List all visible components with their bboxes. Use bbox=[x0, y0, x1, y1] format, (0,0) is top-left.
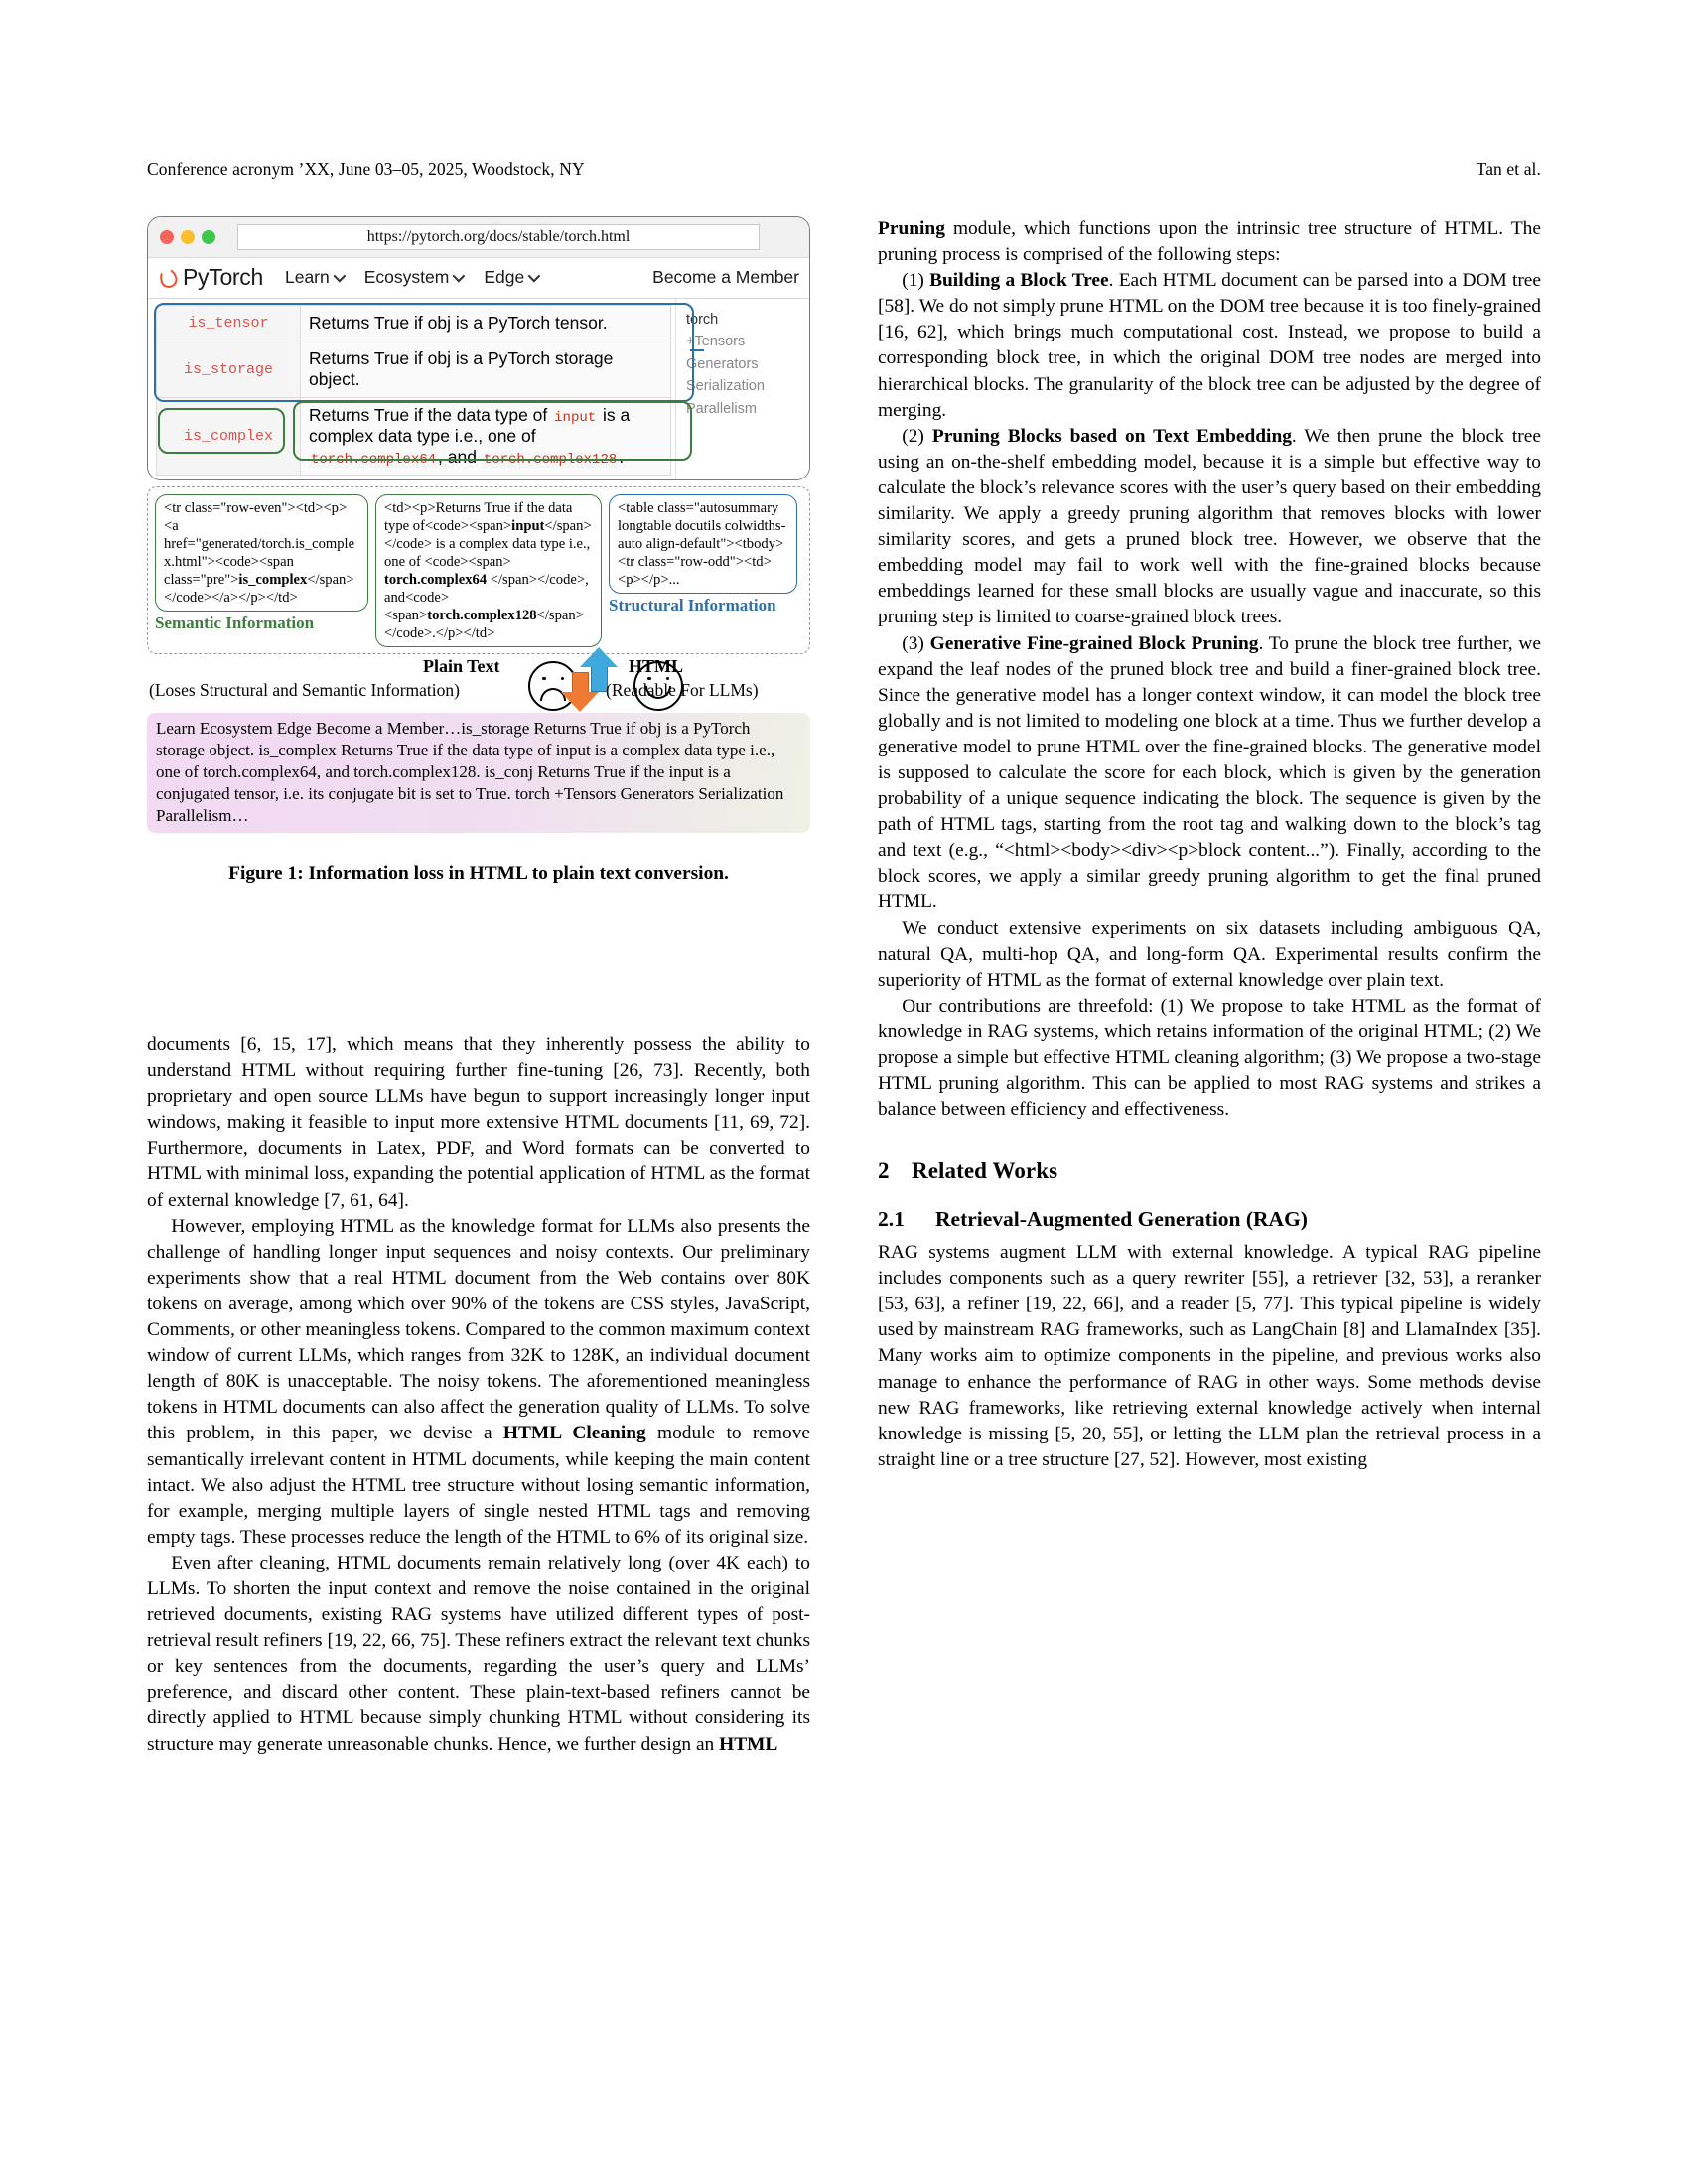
nav-item-learn[interactable] bbox=[285, 267, 343, 288]
comparison-row bbox=[147, 656, 810, 712]
middle-info-group bbox=[375, 494, 602, 647]
text-run: . To prune the block tree further, we expand the leaf nodes of the pruned block tree and build a finer-grained block tree. Since the generative model has a longer context window, it can model the block tree globally and is not limited to modeling one block at a time. Thus we further develop a generative model to prune HTML over the fine-grained blocks. The generative model is supposed to calculate the score for each block, which is given by the generation probability of a unique sequence indicating the block. The sequence is given by the path of HTML tags, starting from the root tag and walking down to the block’s tag and text (e.g., “<html><body><div><p>block content...”). Finally, according to the block scores, we apply a similar greedy pruning algorithm to get the final pruned HTML. bbox=[878, 632, 1541, 913]
api-name-cell[interactable]: is_storage bbox=[157, 341, 301, 398]
text-run: </span></code>.</p></td> bbox=[384, 607, 584, 641]
flame-icon bbox=[157, 265, 179, 289]
nav-label: Become a Member bbox=[652, 267, 799, 287]
browser-titlebar bbox=[148, 217, 809, 257]
desc-text: is a complex data type i.e., one of bbox=[309, 405, 631, 446]
sidebar-item-parallelism[interactable]: Parallelism bbox=[686, 400, 757, 417]
semantic-info-group bbox=[155, 494, 368, 647]
desc-text: , and bbox=[438, 447, 482, 467]
section-number: 2 bbox=[878, 1159, 890, 1184]
text-run: <tr class="row-even"><td><p><a href="generated/torch.is_complex.html"><code><span class="pre"> bbox=[164, 500, 355, 588]
pytorch-logo bbox=[160, 264, 263, 291]
section-heading bbox=[878, 1157, 1541, 1187]
paragraph bbox=[878, 268, 1541, 424]
running-head bbox=[147, 159, 1541, 180]
api-name-cell[interactable]: is_complex bbox=[157, 398, 301, 476]
browser-mockup bbox=[147, 216, 810, 480]
text-run: However, employing HTML as the knowledge format for LLMs also presents the challenge of handling longer input sequences and noisy contexts. Our preliminary experiments show that a real HTML document from the Web contains over 80K tokens on average, among which over 90% of the tokens are CSS styles, JavaScript, Comments, or other meaningless tokens. Compared to the common maximum context window of current LLMs, which ranges from 32K to 128K, an individual document length of 80K is unacceptable. The noisy tokens. The aforementioned meaningless tokens in HTML documents can also affect the generation quality of LLMs. To solve this problem, in this paper, we devise a bbox=[147, 1215, 810, 1444]
docs-sidebar bbox=[675, 299, 809, 479]
paragraph bbox=[878, 424, 1541, 631]
table-row bbox=[157, 341, 671, 398]
text-run: Even after cleaning, HTML documents remain relatively long (over 4K each) to LLMs. To shorten the input context and remove the noise contained in the original retrieved documents, existing RAG systems have utilized different types of post-retrieval result refiners [19, 22, 66, 75]. These refiners extract the relevant text chunks or key sentences from the documents, regarding the user’s query and LLMs’ preference, and discard other content. These plain-text-based refiners cannot be directly applied to HTML because simply chunking HTML without considering its structure may generate unreasonable chunks. Hence, we further design an bbox=[147, 1552, 810, 1755]
paragraph bbox=[878, 216, 1541, 268]
html-label: HTML bbox=[629, 655, 684, 676]
text-run: RAG systems augment LLM with external knowledge. A typical RAG pipeline includes components such as a query rewriter [55], a retriever [32, 53], a reranker [53, 63], a refiner [19, 22, 66], and a reader [5, 77]. This typical pipeline is widely used by mainstream RAG frameworks, such as LangChain [8] and LlamaIndex [35]. Many works aim to optimize components in the pipeline, and previous works also manage to enhance the performance of RAG in other ways. Some methods devise new RAG frameworks, like retrieving external knowledge actively when internal knowledge is missing [5, 20, 55], or letting the LLM plan the retrieval process in a straight line or a tree structure [27, 52]. However, most existing bbox=[878, 1242, 1541, 1470]
api-table-wrapper bbox=[148, 299, 675, 479]
bold-run: Pruning bbox=[878, 218, 945, 239]
inline-code: torch.complex64 bbox=[311, 452, 437, 468]
nav-item-ecosystem[interactable] bbox=[364, 267, 463, 288]
plain-text-sublabel: (Loses Structural and Semantic Information) bbox=[149, 679, 460, 700]
nav-item-become-a-member[interactable] bbox=[652, 267, 799, 288]
text-run: documents [6, 15, 17], which means that they inherently possess the ability to understand HTML without requiring further fine-tuning [26, 73]. Recently, both proprietary and open source LLMs have begun to support increasingly longer input windows, making it feasible to input more extensive HTML documents [11, 69, 72]. Furthermore, documents in Latex, PDF, and Word formats can be converted to HTML with minimal loss, expanding the potential application of HTML as the format of external knowledge [7, 61, 64]. bbox=[147, 1034, 810, 1211]
middle-code-box bbox=[375, 494, 602, 647]
sidebar-item-torch[interactable]: torch bbox=[686, 312, 719, 328]
paragraph bbox=[147, 1551, 810, 1758]
subsection-heading bbox=[878, 1205, 1541, 1234]
bold-run: torch.complex64 bbox=[384, 571, 488, 588]
subsection-title: Retrieval-Augmented Generation (RAG) bbox=[935, 1207, 1308, 1232]
paragraph bbox=[878, 631, 1541, 916]
site-navbar bbox=[148, 257, 809, 299]
text-run: </span></code>, and<code><span> bbox=[384, 571, 589, 623]
semantic-code-box bbox=[155, 494, 368, 612]
desc-text: Returns True if the data type of bbox=[309, 405, 553, 425]
bold-run: HTML bbox=[719, 1733, 778, 1755]
window-controls bbox=[160, 230, 215, 244]
api-desc-cell bbox=[301, 398, 671, 476]
text-run: (3) bbox=[902, 632, 930, 654]
sidebar-item-generators[interactable]: Generators bbox=[686, 355, 759, 372]
text-run: <td><p>Returns True if the data type of<code><span> bbox=[384, 500, 573, 534]
api-desc-cell: Returns True if obj is a PyTorch storage object. bbox=[301, 341, 671, 398]
structural-code-box bbox=[609, 494, 797, 594]
subsection-number: 2.1 bbox=[878, 1207, 905, 1232]
api-name-cell[interactable]: is_tensor bbox=[157, 306, 301, 341]
chevron-down-icon bbox=[528, 270, 541, 283]
text-run: (2) bbox=[902, 425, 932, 447]
text-run: (1) bbox=[902, 270, 930, 292]
paragraph bbox=[147, 1032, 810, 1214]
plain-text-output-box: Learn Ecosystem Edge Become a Member…is_storage Returns True if obj is a PyTorch storage object. is_complex Returns True if the data type of input is a complex data type i.e., one of torch.complex64, and torch.complex128. is_conj Returns True if the input is a conjugated tensor, i.e. its conjugate bit is set to True. torch +Tensors Generators Serialization Parallelism… bbox=[147, 713, 810, 833]
close-icon[interactable] bbox=[160, 230, 174, 244]
nav-label: Ecosystem bbox=[363, 267, 450, 287]
chevron-down-icon bbox=[453, 270, 466, 283]
api-desc-cell: Returns True if obj is a PyTorch tensor. bbox=[301, 306, 671, 341]
nav-item-edge[interactable] bbox=[484, 267, 537, 288]
text-run: module, which functions upon the intrinsic tree structure of HTML. The pruning process is comprised of the following steps: bbox=[878, 218, 1541, 266]
text-run: </span> </code></a></p></td> bbox=[164, 571, 354, 606]
bold-run: HTML Cleaning bbox=[502, 1423, 646, 1444]
down-arrow-head-icon bbox=[561, 692, 599, 712]
paragraph bbox=[147, 1214, 810, 1551]
bold-run: input bbox=[511, 517, 545, 534]
url-input[interactable]: https://pytorch.org/docs/stable/torch.html bbox=[237, 224, 760, 250]
text-run: </span></code> is a complex data type i.e., one of <code><span> bbox=[384, 517, 592, 570]
right-column bbox=[878, 216, 1541, 1473]
docs-page-body bbox=[148, 299, 809, 479]
inline-code: torch.complex128 bbox=[483, 452, 618, 468]
sidebar-item-serialization[interactable]: Serialization bbox=[686, 378, 765, 395]
bold-run: Building a Block Tree bbox=[929, 270, 1109, 292]
sidebar-item-tensors[interactable]: +Tensors bbox=[686, 334, 746, 350]
code-boxes-row bbox=[147, 486, 810, 654]
paragraph bbox=[878, 1240, 1541, 1473]
left-column bbox=[147, 1032, 810, 1758]
html-sublabel: (Readable For LLMs) bbox=[606, 679, 759, 700]
bold-run: is_complex bbox=[238, 571, 308, 588]
running-head-right: Tan et al. bbox=[1476, 159, 1541, 179]
nav-label: Learn bbox=[284, 267, 330, 287]
bold-run: Pruning Blocks based on Text Embedding bbox=[931, 425, 1292, 447]
table-row bbox=[157, 398, 671, 476]
up-arrow-head-icon bbox=[580, 647, 618, 667]
text-run: . We then prune the block tree using an on-the-shelf embedding model, because it is a simple but effective way to calculate the block’s relevance scores with the user’s query based on their embedding similarity. We apply a greedy pruning algorithm that removes blocks with lower similarity scores, and gets a pruned block tree. However, we observe that the embedding model may fail to work well with the fine-grained blocks because embeddings learned for these small blocks are usually vague and inaccurate, so this pruning step is limited to coarse-grained block trees. bbox=[878, 425, 1541, 628]
table-row bbox=[157, 306, 671, 341]
running-head-left: Conference acronym ’XX, June 03–05, 2025, Woodstock, NY bbox=[147, 159, 585, 179]
paragraph bbox=[878, 916, 1541, 994]
section-title: Related Works bbox=[912, 1159, 1058, 1184]
figure-caption: Figure 1: Information loss in HTML to plain text conversion. bbox=[228, 862, 729, 884]
chevron-down-icon bbox=[333, 270, 346, 283]
text-run: . Each HTML document can be parsed into a DOM tree [58]. We do not simply prune HTML on the DOM tree because it is too finely-grained [16, 62], which brings much computational cost. Instead, we propose to build a corresponding block tree, in which the original DOM tree nodes are merged into hierarchical blocks. The granularity of the block tree can be adjusted by the degree of merging. bbox=[878, 270, 1542, 421]
bold-run: torch.complex128 bbox=[427, 607, 537, 623]
brand-label: PyTorch bbox=[183, 264, 263, 290]
semantic-info-label: Semantic Information bbox=[155, 613, 315, 632]
text-run: We conduct extensive experiments on six datasets including ambiguous QA, natural QA, multi-hop QA, and long-form QA. Experimental results confirm the superiority of HTML as the format of external knowledge over plain text. bbox=[878, 917, 1541, 991]
text-run: module to remove semantically irrelevant content in HTML documents, while keeping the main content intact. We also adjust the HTML tree structure without losing semantic information, for example, merging multiple layers of single nested HTML tags and removing empty tags. These processes reduce the length of the HTML to 6% of its original size. bbox=[147, 1423, 810, 1548]
text-run: <table class="autosummary longtable docutils colwidths-auto align-default"><tbody><tr class="row-odd"><td><p></p>... bbox=[618, 500, 786, 588]
plain-text-label: Plain Text bbox=[423, 655, 500, 676]
figure-1 bbox=[147, 216, 810, 885]
bold-run: Generative Fine-grained Block Pruning bbox=[929, 632, 1259, 654]
text-run: Our contributions are threefold: (1) We propose to take HTML as the format of knowledge in RAG systems, which retains information of the original HTML; (2) We propose a simple but effective HTML cleaning algorithm; (3) We propose a two-stage HTML pruning algorithm. This can be applied to most RAG systems and strikes a balance between efficiency and effectiveness. bbox=[878, 995, 1541, 1121]
api-table bbox=[156, 305, 671, 476]
desc-text: . bbox=[619, 447, 625, 467]
paragraph bbox=[878, 994, 1541, 1123]
nav-label: Edge bbox=[484, 267, 525, 287]
structural-info-label: Structural Information bbox=[609, 595, 776, 614]
maximize-icon[interactable] bbox=[202, 230, 215, 244]
inline-code: input bbox=[554, 410, 597, 426]
structural-info-group bbox=[609, 494, 797, 647]
minimize-icon[interactable] bbox=[181, 230, 195, 244]
